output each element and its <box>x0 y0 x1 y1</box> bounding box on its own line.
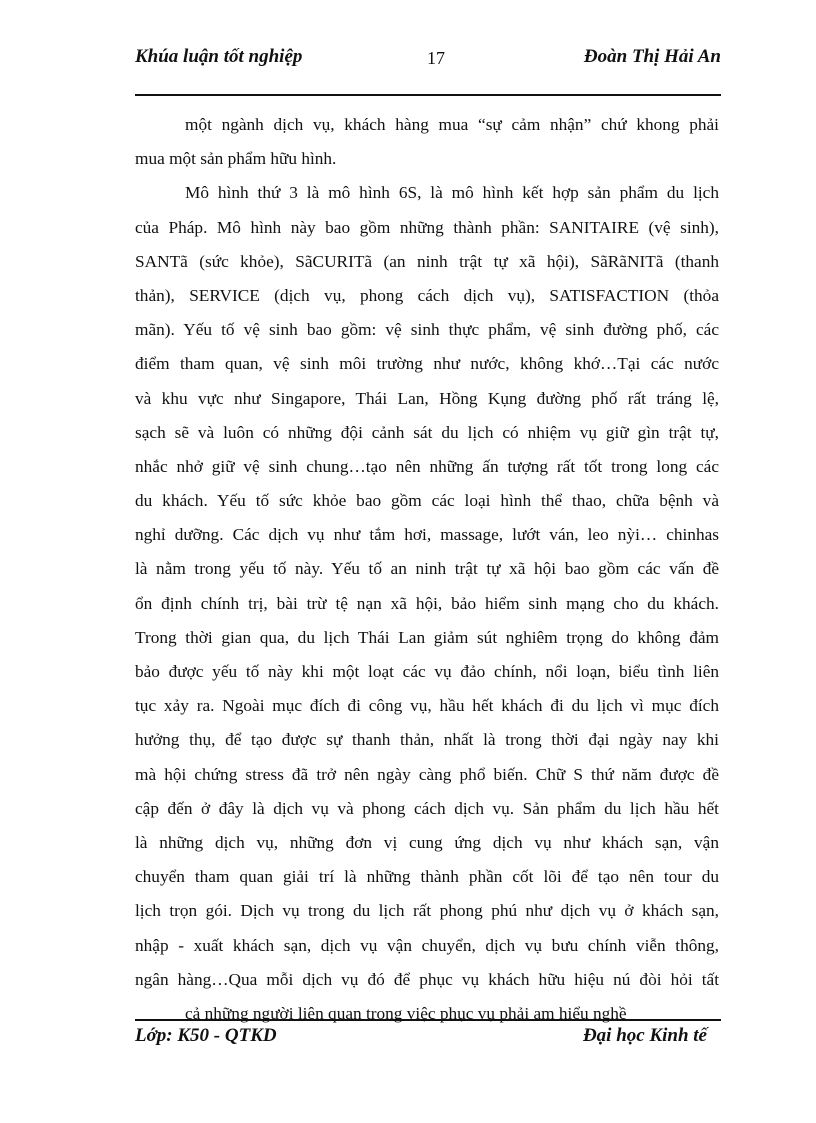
text-line: mà hội chứng stress đã trở nên ngày càng phổ biến. Chữ S thứ năm được đề <box>135 764 719 784</box>
footer-university: Đại học Kinh tế <box>582 1025 707 1046</box>
text-line: cập đến ở đây là dịch vụ và phong cách dịch vụ. Sản phẩm du lịch hầu hết <box>135 798 719 818</box>
header-author: Đoàn Thị Hải An <box>583 46 721 67</box>
text-line: thản), SERVICE (dịch vụ, phong cách dịch vụ), SATISFACTION (thỏa <box>135 285 719 305</box>
text-line: nghỉ dưỡng. Các dịch vụ như tắm hơi, massage, lướt ván, leo nỳi… chinhas <box>135 525 719 545</box>
text-line: mãn). Yếu tố vệ sinh bao gồm: vệ sinh thực phẩm, vệ sinh đường phố, các <box>135 320 719 340</box>
text-line: và khu vực như Singapore, Thái Lan, Hồng Kụng đường phố rất tráng lệ, <box>135 388 719 408</box>
text-line: nhắc nhở giữ vệ sinh chung…tạo nên những ấn tượng rất tốt trong long các <box>135 456 719 476</box>
footer-class: Lớp: K50 - QTKD <box>135 1025 277 1046</box>
text-line: sạch sẽ và luôn có những đội cảnh sát du lịch có nhiệm vụ giữ gìn trật tự, <box>135 422 719 442</box>
text-line: nhập - xuất khách sạn, dịch vụ vận chuyển, dịch vụ bưu chính viễn thông, <box>135 935 719 955</box>
text-line: ngân hàng…Qua mỗi dịch vụ đó để phục vụ khách hữu hiệu nú đòi hỏi tất <box>135 969 719 989</box>
body-text <box>135 108 719 1031</box>
text-line: Trong thời gian qua, du lịch Thái Lan giảm sút nghiêm trọng do không đảm <box>135 627 719 647</box>
text-line: tục xảy ra. Ngoài mục đích đi công vụ, hầu hết khách đi du lịch vì mục đích <box>135 696 719 716</box>
text-line: hưởng thụ, để tạo được sự thanh thản, nhất là trong thời đại ngày nay khi <box>135 730 719 750</box>
text-line: là những dịch vụ, những đơn vị cung ứng dịch vụ như khách sạn, vận <box>135 832 719 852</box>
page-header <box>135 46 721 74</box>
text-line: du khách. Yếu tố sức khỏe bao gồm các loại hình thể thao, chữa bệnh và <box>135 491 719 511</box>
header-divider <box>135 94 721 96</box>
page-footer <box>135 1025 721 1053</box>
header-title: Khúa luận tốt nghiệp <box>135 46 303 67</box>
text-line: Mô hình thứ 3 là mô hình 6S, là mô hình kết hợp sản phẩm du lịch <box>185 183 719 203</box>
text-line: điểm tham quan, vệ sinh môi trường như nước, không khớ…Tại các nước <box>135 354 719 374</box>
page-number: 17 <box>427 48 445 68</box>
footer-divider <box>135 1019 721 1021</box>
text-line: một ngành dịch vụ, khách hàng mua “sự cảm nhận” chứ khong phải <box>185 115 719 134</box>
text-line: chuyển tham quan giải trí là những thành phần cốt lõi để tạo nên tour du <box>135 867 719 887</box>
text-line: của Pháp. Mô hình này bao gồm những thành phần: SANITAIRE (vệ sinh), <box>135 217 719 237</box>
text-line: SANTã (sức khỏe), SãCURITã (an ninh trật tự xã hội), SãRãNITã (thanh <box>135 251 719 271</box>
text-line: ổn định chính trị, bài trừ tệ nạn xã hội, bảo hiểm sinh mạng cho du khách. <box>135 593 719 613</box>
text-line: lịch trọn gói. Dịch vụ trong du lịch rất phong phú như dịch vụ ở khách sạn, <box>135 901 719 921</box>
text-line: mua một sản phẩm hữu hình. <box>135 149 337 169</box>
text-line: là nằm trong yếu tố này. Yếu tố an ninh trật tự xã hội bao gồm các vấn đề <box>135 559 719 579</box>
text-line: cả những người liên quan trong việc phục vụ phải am hiểu nghề <box>185 1003 627 1023</box>
text-line: bảo được yếu tố này khi một loạt các vụ đảo chính, nổi loạn, biểu tình liên <box>135 662 719 681</box>
